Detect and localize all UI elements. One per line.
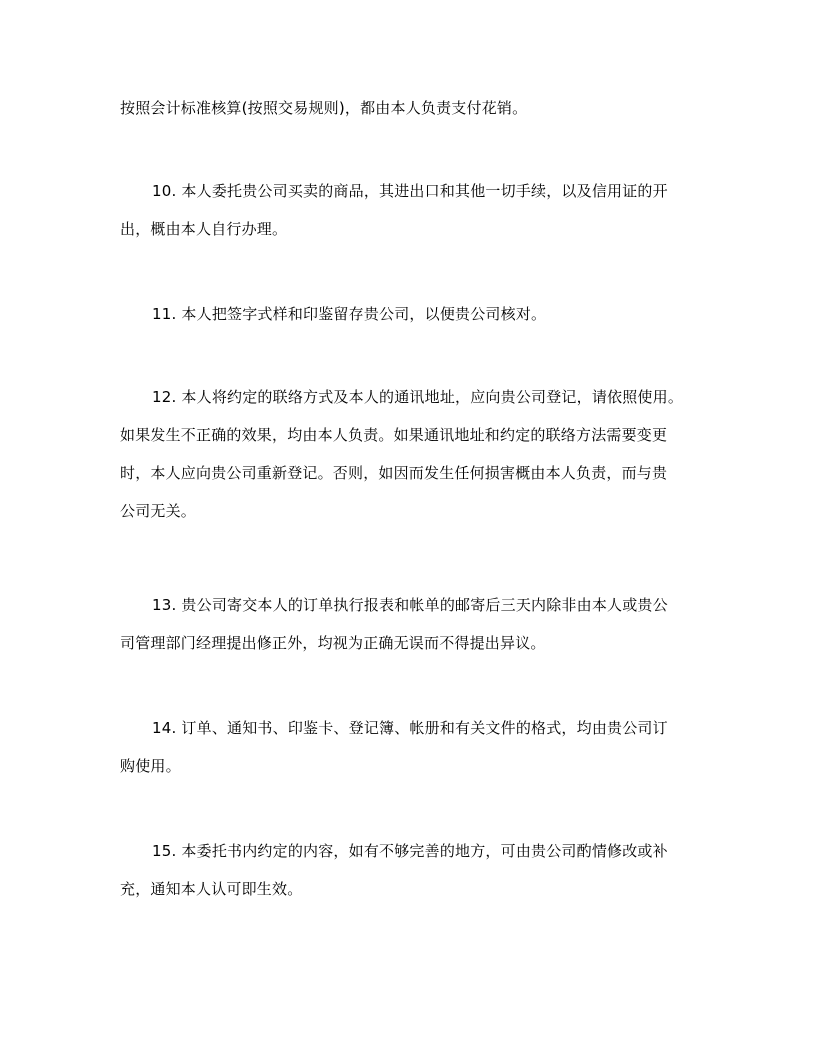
paragraph-line: 10. 本人委托贵公司买卖的商品，其进出口和其他一切手续，以及信用证的开 xyxy=(152,182,668,200)
paragraph-9-continuation xyxy=(120,89,700,127)
paragraph-11 xyxy=(120,295,700,333)
paragraph-line: 14. 订单、通知书、印鉴卡、登记簿、帐册和有关文件的格式，均由贵公司订 xyxy=(152,719,668,737)
paragraph-line: 12. 本人将约定的联络方式及本人的通讯地址，应向贵公司登记，请依照使用。 xyxy=(152,388,684,406)
paragraph-line: 11. 本人把签字式样和印鉴留存贵公司，以便贵公司核对。 xyxy=(152,305,547,323)
paragraph-13 xyxy=(120,586,700,662)
paragraph-line: 充，通知本人认可即生效。 xyxy=(120,880,303,898)
paragraph-line: 出，概由本人自行办理。 xyxy=(120,220,288,238)
paragraph-line: 按照会计标准核算(按照交易规则)，都由本人负责支付花销。 xyxy=(120,99,528,117)
paragraph-line: 如果发生不正确的效果，均由本人负责。如果通讯地址和约定的联络方法需要变更 xyxy=(120,426,668,444)
paragraph-line: 公司无关。 xyxy=(120,502,197,520)
paragraph-12 xyxy=(120,378,700,530)
paragraph-line: 15. 本委托书内约定的内容，如有不够完善的地方，可由贵公司酌情修改或补 xyxy=(152,842,668,860)
paragraph-10 xyxy=(120,172,700,248)
paragraph-15 xyxy=(120,832,700,908)
paragraph-line: 购使用。 xyxy=(120,757,181,775)
paragraph-14 xyxy=(120,709,700,785)
paragraph-line: 时，本人应向贵公司重新登记。否则，如因而发生任何损害概由本人负责，而与贵 xyxy=(120,464,668,482)
paragraph-line: 13. 贵公司寄交本人的订单执行报表和帐单的邮寄后三天内除非由本人或贵公 xyxy=(152,596,668,614)
paragraph-line: 司管理部门经理提出修正外，均视为正确无误而不得提出异议。 xyxy=(120,634,546,652)
